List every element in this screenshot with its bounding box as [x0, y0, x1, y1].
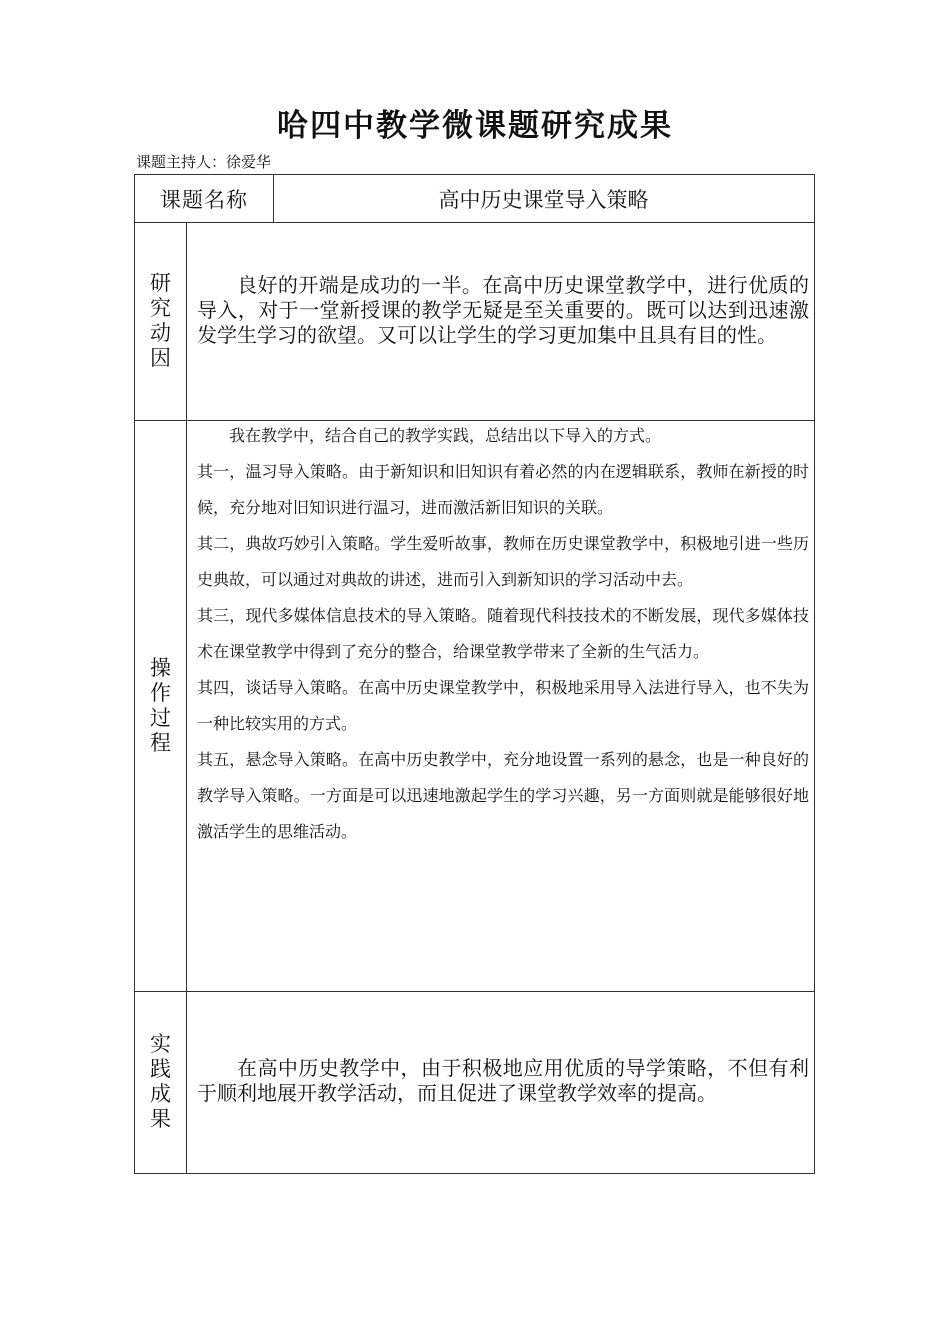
process-item: 其五，悬念导入策略。在高中历史教学中，充分地设置一系列的悬念，也是一种良好的教学导入策略。一方面是可以迅速地激起学生的学习兴趣，另一方面则就是能够很好地激活学生的思维活动。	[197, 750, 809, 841]
process-item: 其四，谈话导入策略。在高中历史课堂教学中，积极地采用导入法进行导入，也不失为一种比较实用的方式。	[197, 678, 809, 733]
divider	[135, 991, 814, 992]
host-line: 课题主持人：徐爱华	[136, 153, 272, 171]
process-item: 其一，温习导入策略。由于新知识和旧知识有着必然的内在逻辑联系，教师在新授的时候，充分地对旧知识进行温习，进而激活新旧知识的关联。	[197, 462, 809, 517]
document-title: 哈四中教学微课题研究成果	[277, 108, 673, 144]
result-label: 实践成果	[150, 1032, 171, 1131]
process-item: 其三，现代多媒体信息技术的导入策略。随着现代科技技术的不断发展，现代多媒体技术在课堂教学中得到了充分的整合，给课堂教学带来了全新的生气活力。	[197, 606, 809, 661]
research-table	[134, 174, 815, 1174]
result-text: 在高中历史教学中，由于积极地应用优质的导学策略，不但有利于顺利地展开教学活动，而且促进了课堂教学效率的提高。	[197, 1056, 809, 1105]
process-label: 操作过程	[150, 655, 171, 755]
process-item: 其二，典故巧妙引入策略。学生爱听故事，教师在历史课堂教学中，积极地引进一些历史典故，可以通过对典故的讲述，进而引入到新知识的学习活动中去。	[197, 534, 809, 589]
process-intro: 我在教学中，结合自己的教学实践，总结出以下导入的方式。	[229, 426, 662, 445]
topic-label: 课题名称	[160, 187, 248, 212]
divider	[186, 222, 187, 1173]
motivation-text: 良好的开端是成功的一半。在高中历史课堂教学中，进行优质的导入，对于一堂新授课的教学无疑是至关重要的。既可以达到迅速激发学生学习的欲望。又可以让学生的学习更加集中且具有目的性。	[197, 273, 809, 347]
process-text	[197, 424, 809, 850]
topic-value: 高中历史课堂导入策略	[438, 187, 649, 212]
divider	[135, 420, 814, 421]
divider	[135, 222, 814, 223]
motivation-label: 研究动因	[150, 271, 171, 370]
